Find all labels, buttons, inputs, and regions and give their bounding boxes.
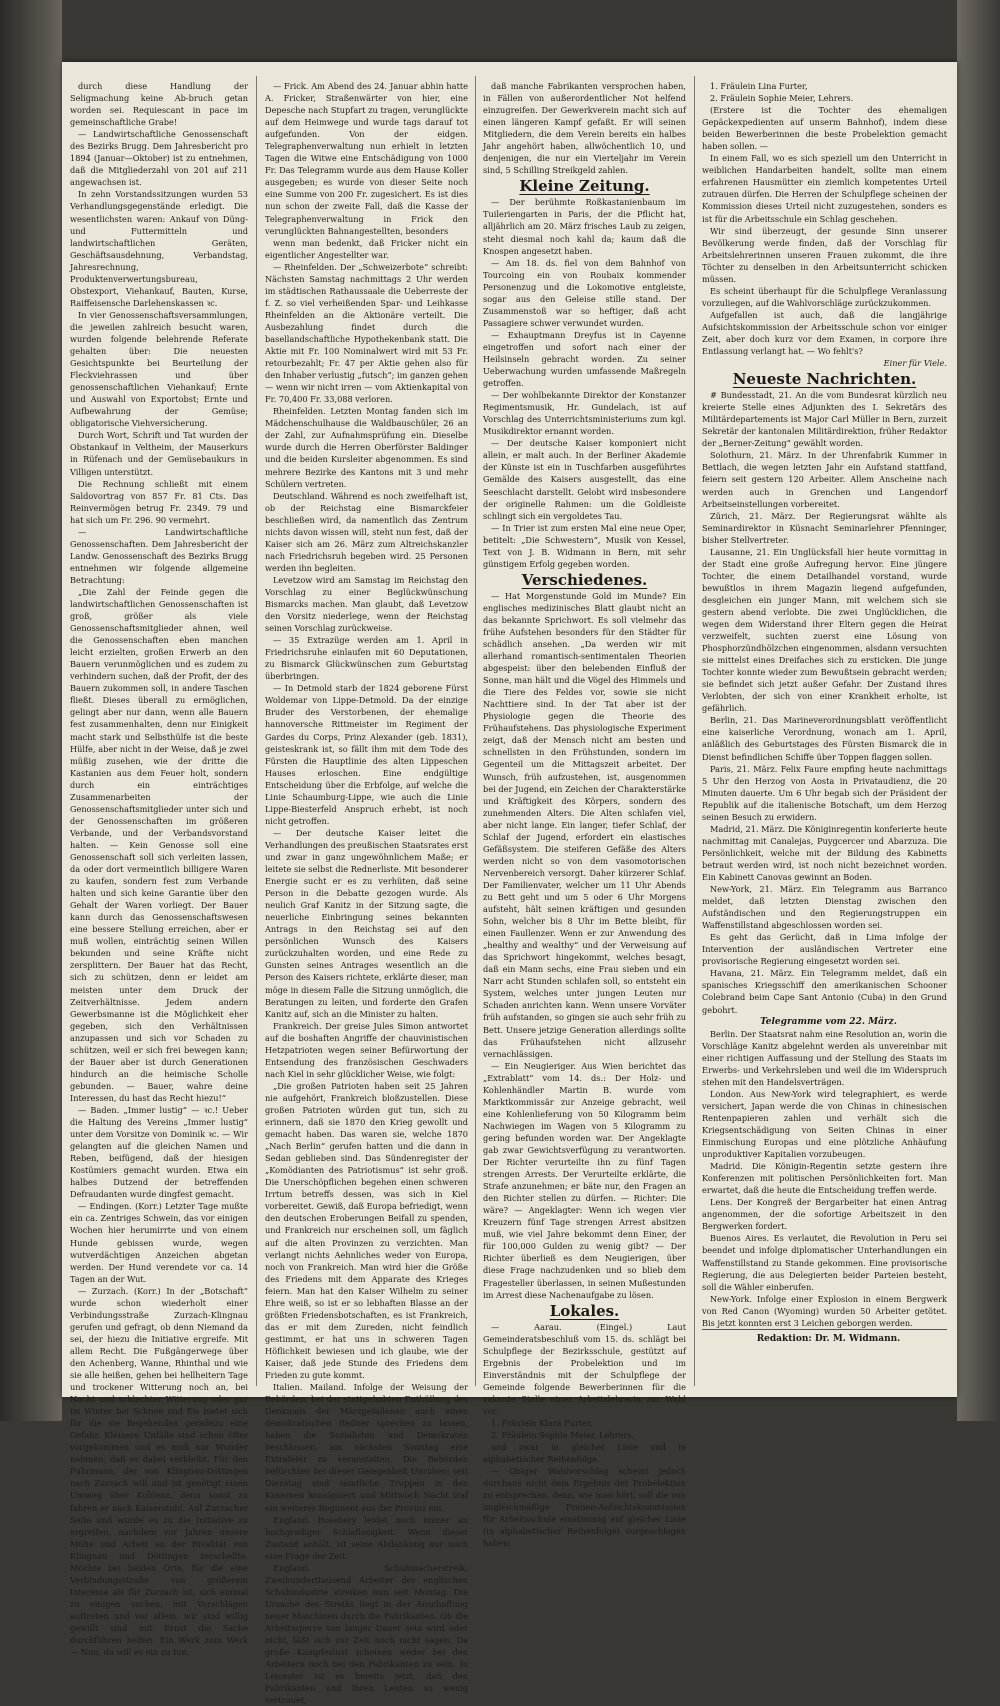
article-paragraph: Aufgefallen ist auch, daß die langjährige Aufsichtskommission der Arbeitsschule schon vor einiger Zeit, aber doch kurz vor dem Examen, in corpore ihre Entlassung verlangt hat. — Wo fehlt's? [702, 309, 947, 357]
scanner-edge-left [0, 0, 62, 1421]
column-3 [483, 80, 686, 1549]
article-paragraph: — Der deutsche Kaiser leitet die Verhandlungen des preußischen Staatsrates erst und zwar in ganz ungewöhnlichem Maße; er leitete sie selbst die Rednerliste. Mit besonderer Energie sucht er es zu verhüten, daß seine Person in die Debatte gezogen wurde. Als neulich Graf Kanitz in der Sitzung sagte, die neuerliche Einbringung seines bekannten Antrags in den Reichstag sei auf den persönlichen Wunsch des Kaisers zurückzuhalten worden, und eine Rede zu Gunsten seines Antrages wesentlich an die Person des Kaisers richtete, erklärte dieser, man möge in diesem Falle die Sitzung unmöglich, die Beratungen zu leiten, und forderte den Grafen Kanitz auf, sich an die Minister zu halten. [265, 827, 468, 1019]
article-paragraph: — Endingen. (Korr.) Letzter Tage mußte ein ca. Zentriges Schwein, das vor einigen Wochen hier herumirrte und von einem Hunde gebissen wurde, wegen wutverdächtigen Anzeichen abgetan werden. Der Hund verendete vor ca. 14 Tagen an der Wut. [70, 1201, 248, 1284]
article-paragraph: (Erstere ist die Tochter des ehemaligen Gepäckexpedienten auf unserm Bahnhof), indem diese beiden Bewerberinnen die beste Probelektion gemacht haben sollen. — [702, 105, 947, 152]
article-paragraph: Die Rechnung schließt mit einem Saldovortrag von 857 Fr. 81 Cts. Das Reinvermögen betrug Fr. 2349. 79 und hat sich um Fr. 296. 90 vermehrt. [70, 478, 248, 525]
article-paragraph: wenn man bedenkt, daß Fricker nicht ein eigentlicher Angestellter war. [265, 237, 468, 260]
article-paragraph: Rheinfelden. Letzten Montag fanden sich im Mädchenschulhause die Waldbauschüler, 26 an der Zahl, zur Aufnahmsprüfung ein. Dieselbe wurde durch die Herren Oberförster Baldinger und die beiden Kursleiter abgenommen. Es sind mehrere Bezirke des Kantons mit 3 und mehr Schülern vertreten. [265, 406, 468, 489]
article-paragraph: Es scheint überhaupt für die Schulpflege Veranlassung vorzuliegen, auf die Wahlvorschläge zurückzukommen. [702, 285, 947, 308]
article-paragraph: In zehn Vorstandssitzungen wurden 53 Verhandlungsgegenstände erledigt. Die wesentlichsten waren: Ankauf von Düng- und Futtermitteln und landwirtschaftlichen Geräten, Geschäftsausdehnung, Verbandstag, Jahresrechnung, Produktenverwertungsbureau, Obstexport, Viehankauf, Bauten, Kurse, Raiffeisensche Darlehenskassen ꝛc. [70, 189, 248, 308]
article-paragraph: daß manche Fabrikanten versprochen haben, in Fällen von außerordentlicher Not helfend einzugreifen. Der Gewerkverein macht sich auf einen längeren Kampf gefaßt. Er will seinen Mitgliedern, die dem Verein bereits ein halbes Jahr angehört haben, allwöchentlich 10, und denjenigen, die nur ein Vierteljahr im Verein sind, 5 Schilling Streikgeld zahlen. [483, 81, 686, 176]
article-paragraph: durch diese Handlung der Seligmachung keine Ab-bruch getan worden sei. Requiescant in pace im gemeinschaftliche Grabe! [70, 81, 248, 128]
column-rule [256, 76, 257, 1386]
article-paragraph: 2. Fräulein Sophie Meier, Lehrers, [491, 1430, 635, 1441]
article-paragraph: Lausanne, 21. Ein Unglücksfall hier heute vormittag in der Stadt eine große Aufregung hervor. Eine jüngere Tochter, die einem Detailhandel vorstand, wurde bewußtlos in ihrem Magazin liegend aufgefunden, desgleichen ein junger Mann, mit welchem sich sie gestern abend verlobte. Die zwei Unglücklichen, die wegen dem Widerstand ihrer Eltern gegen die Heirat verzweifelt, suchten zuerst eine Lösung von Phosphorzündhölzchen eingenommen, alsdann versuchten sie mittelst eines Dreifaches sich zu ersticken. Die junge Tochter konnte wieder zum Bewußtsein gebracht werden; sie befindet sich jetzt außer Gefahr. Der Zustand ihres Verlobten, der sich von einer Krankheit erholte, ist gefährlich. [702, 546, 947, 714]
section-heading: Lokales. [549, 1301, 620, 1320]
article-paragraph: — Landwirtschaftliche Genossenschaften. Dem Jahresbericht der Landw. Genossenschaft des Bezirks Brugg entnehmen wir folgende allgemeine Betrachtung: [70, 526, 248, 585]
article-paragraph: — Aarau. (Eingel.) Laut Gemeinderatsbeschluß vom 15. ds. schlägt bei Schulpflege der Bezirksschule, gestützt auf Ergebnis der Probelektion und im Einverständnis mit der Schulpflege der Gemeinde folgende Bewerberinnen für die vakante Stelle einer Arbeitslehrerin zur Wahl vor: [483, 1321, 686, 1416]
article-paragraph: # Bundesstadt, 21. An die vom Bundesrat kürzlich neu kreierte Stelle eines Adjunkten des I. Sekretärs des Militärdepartements ist Major Carl Müller in Bern, zurzeit Sekretär der kantonalen Militärdirektion, früher Redaktor der „Berner-Zeitung“ gewählt worden. [702, 390, 947, 449]
article-paragraph: Berlin, 21. Das Marineverordnungsblatt veröffentlicht eine kaiserliche Verordnung, wonach am 1. April, anläßlich des Geburtstages des Fürsten Bismarck die in Dienst befindlichen Schiffe über Toppen flaggen sollen. [702, 715, 947, 762]
column-rule [475, 76, 476, 1386]
article-paragraph: Madrid, 21. März. Die Königinregentin konferierte heute nachmittag mit Canalejas, Puygcercer und Abarzuza. Die Persönlichkeit, welche mit der Bildung des Kabinetts betraut werden wird, ist noch nicht bezeichnet worden. Ein Kabinett Canovas gewinnt an Boden. [702, 823, 947, 882]
article-paragraph: London. Aus New-York wird telegraphiert, es werde versichert, Japan werde die von Chinas in chinesischen Rentenpapieren zahlen und verhält sich die Kriegsentschädigung von Seiten Chinas in einer Einmischung Europas und eine plötzliche Anhäufung unproduktiver Kapitalien vorzubeugen. [702, 1088, 947, 1160]
article-paragraph: 2. Fräulein Sophie Meier, Lehrers. [710, 93, 854, 104]
article-paragraph: — Landwirtschaftliche Genossenschaft des Bezirks Brugg. Dem Jahresbericht pro 1894 (Januar—Oktober) ist zu entnehmen, daß die Mitgliederzahl von 201 auf 211 angewachsen ist. [70, 129, 248, 188]
article-paragraph: Buenos Aires. Es verlautet, die Revolution in Peru sei beendet und infolge diplomatischer Unterhandlungen ein Waffenstillstand zu Stande gekommen. Eine provisorische Regierung, die aus Delegierten beider Parteien besteht, soll die Wähler einberufen. [702, 1233, 947, 1292]
section-subheading: Telegramme vom 22. März. [760, 1016, 897, 1027]
article-paragraph: Frankreich. Der greise Jules Simon antwortet auf die boshaften Angriffe der chauvinistischen Hetzpatrioten wegen seiner Befürwortung der Entsendung des französischen Geschwaders nach Kiel in sehr glücklicher Weise, wie folgt: [265, 1020, 468, 1079]
article-paragraph: — Am 18. ds. fiel von dem Bahnhof von Tourcoing ein von Roubaix kommender Personenzug und die Lokomotive entgleiste, sogar aus den Geleise stille stand. Der Zusammenstoß war so heftiger, daß acht Passagiere schwer verwundet wurden. [483, 257, 686, 328]
column-rule [694, 76, 695, 1386]
editor-credit: Redaktion: Dr. M. Widmann. [702, 1329, 947, 1345]
section-heading: Verschiedenes. [521, 570, 648, 589]
article-paragraph: — Rheinfelden. Der „Schweizerbote“ schreibt: Nächsten Samstag nachmittags 2 Uhr werden im städtischen Rathaussaale die Ueberreste der f. Z. so viel verheißenden Spar- und Leihkasse Rheinfelden an die Aktionäre verteilt. Die Ausbezahlung findet durch die basellandschaftliche Hypothekenbank statt. Die Aktie mit Fr. 100 Nominalwert wird mit 53 Fr. retourbezahlt; Fr. 47 per Aktie gehen also für den Inhaber verlustig „futsch“; im ganzen gehen — wenn wir nicht irren — vom Aktienkapital von Fr. 70,400 Fr. 33,088 verloren. [265, 261, 468, 405]
article-paragraph: Zürich, 21. März. Der Regierungsrat wählte als Seminardirektor in Küsnacht Seminarlehrer Pfenninger, bisher Stellvertreter. [702, 510, 947, 545]
article-paragraph: und zwar in gleicher Linie und in alphabetischer Reihenfolge. [483, 1442, 686, 1465]
article-paragraph: — Baden. „Immer lustig“ — ꝛc.! Ueber die Haltung des Vereins „Immer lustig“ unter dem Vorsitze von Dominik ꝛc. — Wir gelangten auf die gleichen Namen und Reben, beifügend, daß der hiesigen Kostümiers gemacht wurden. Etwa ein halbes Dutzend der betreffenden Defraudanten wurde dingfest gemacht. [70, 1104, 248, 1200]
article-paragraph: Durch Wort, Schrift und Tat wurden der Obstankauf in Veltheim, der Mauserkurs in Rüfenach und der Gemüsebaukurs in Villigen unterstützt. [70, 430, 248, 477]
article-paragraph: New-York. Infolge einer Explosion in einem Bergwerk von Red Canon (Wyoming) wurden 50 Arbeiter getötet. Bis jetzt konnten erst 3 Leichen geborgen werden. [702, 1293, 947, 1328]
article-paragraph: — In Trier ist zum ersten Mal eine neue Oper, betitelt: „Die Schwestern“, Musik von Kessel, Text von J. B. Widmann in Bern, mit sehr günstigem Erfolg gegeben worden. [483, 522, 686, 569]
article-paragraph: — Der deutsche Kaiser komponiert nicht allein, er malt auch. In der Berliner Akademie der Künste ist ein in Tuschfarben ausgeführtes Gemälde des Kaisers ausgestellt, das eine Seeschlacht darstellt. Gelobt wird insbesondere der originelle Rahmen: um die Goldleiste schlingt sich ein vergoldetes Tau. [483, 438, 686, 521]
signature: Einer für Viele. [883, 358, 947, 369]
article-paragraph: In einem Fall, wo es sich speziell um den Unterricht in weiblichen Handarbeiten handelt, sollte man einem erfahrenen Hausmütter ein ziemlich kompetentes Urteil zutrauen dürfen. Die Herren der Schulpflege scheinen der Kommission dieses Urteil nicht zuzugestehen, sonders es ist für die Arbeitsschule ein Schlag geschehen. [702, 153, 947, 224]
article-paragraph: — Frick. Am Abend des 24. Januar abhin hatte A. Fricker, Straßenwärter von hier, eine Depesche nach Stupfart zu tragen, verunglückte auf dem Heimwege und wurde tags darauf tot aufgefunden. Von der eidgen. Telegraphenverwaltung nun erhielt in letzten Tagen die Witwe eine Entschädigung von 1000 Fr. Das Telegramm wurde aus dem Hause Koller ausgegeben; es wurde von dieser Seite noch eine Summe von 200 Fr. zugesichert. Es ist dies nun schon der zweite Fall, daß die Kasse der Telegraphenverwaltung in Frick den verunglückten Bahnangestellten, besonders [265, 81, 468, 236]
article-paragraph: Wir sind überzeugt, der gesunde Sinn unserer Bevölkerung werde finden, daß der Vorschlag für Arbeitslehrerinnen unseren Frauen zukommt, die ihre Töchter zu denselben in den Arbeitsunterricht schicken müssen. [702, 225, 947, 284]
article-paragraph: Deutschland. Während es noch zweifelhaft ist, ob der Reichstag eine Bismarckfeier beschließen wird, da namentlich das Zentrum nichts davon wissen will, steht nun fest, daß der Kaiser sich am 26. März zum Altreichskanzler nach Friedrichsruh begeben wird. 25 Personen werden ihn begleiten. [265, 490, 468, 573]
newspaper-page [62, 62, 957, 1706]
article-paragraph: Solothurn, 21. März. In der Uhrenfabrik Kummer in Bettlach, die wegen letzten Jahr ein Aufstand stattfand, feiern seit gestern 120 Arbeiter. Allem Anscheine nach werden auch in Grenchen und Langendorf Arbeitseinstellungen vorbereitet. [702, 450, 947, 509]
article-paragraph: 1. Fräulein Klara Furter, [491, 1417, 593, 1428]
article-paragraph: Italien. Mailand. Infolge der Weisung der Behörden, bei der stattgehabten Enthüllung des Denkmals der Märzgefallenen auch einen demokratischen Redner sprechen zu lassen, haben die Sozialisten und Demokraten beschlossen, am nächsten Sonntag eine Extrafeier zu veranstalten. Die Behörden befürchten bei dieser Gelegenheit Unruhen; seit Dienstag sind sämtliche Truppen in den Kasernen konsigniert und Mittwoch Nacht traf ein weiteres Regiment aus der Provinz ein. [265, 1382, 468, 1513]
scanner-edge-right [957, 0, 1000, 1421]
article-paragraph: — Obiger Wahlvorschlag scheint jedoch durchaus nicht dem Ergebnis der Probelektion zu entsprechen, denn, wie man hört, soll die von ungleichmäßige Frauen-Aufsichtskommission für Arbeitsschule einstimmig auf gleicher Linie (in alphabetischer Reihenfolge) vorgeschlagen haben: [483, 1466, 686, 1549]
article-paragraph: England. Schuhmacherstreik. Zweihunderttausend Arbeiter der englischen Schuhindustrie streiken nun seit Montag. Die Ursache des Streiks liegt in der Anschaffung neuer Maschinen durch die Fabrikanten. Ob die Arbeitssperre von langer Dauer sein wird oder nicht, läßt sich zur Zeit noch nicht sagen. Da große Kampfeslust scheinen weder bei den Arbeitern noch bei den Fabrikanten zu sein. In Leicester ist es bereits jetzt, daß den Fabrikanten und ihren Leuten so wenig vertrauet, [265, 1562, 468, 1706]
article-paragraph: Es geht das Gerücht, daß in Lima infolge der Intervention der ausländischen Vertreter eine provisorische Regierung eingesetzt worden sei. [702, 932, 947, 967]
article-paragraph: Lens. Der Kongreß der Bergarbeiter hat einen Antrag angenommen, der die sofortige Arbeitszeit in den Bergwerken fordert. [702, 1197, 947, 1232]
article-paragraph: In vier Genossenschaftsversammlungen, die jeweilen zahlreich besucht waren, wurden folgende belehrende Referate gehalten über: Die neuesten Gesichtspunkte bei Beurteilung der Fleckviehrassen und über genossenschaftlichen Viehankauf; Ernte und Auswahl von Exportobst; Ernte und Aufbewahrung der Gemüse; obligatorische Viehversicherung. [70, 309, 248, 429]
article-paragraph: 1. Fräulein Lina Furter, [710, 81, 808, 91]
article-paragraph: Berlin. Der Staatsrat nahm eine Resolution an, worin die Vorschläge Kanitz abgelehnt werden als unvereinbar mit einer richtigen Auffassung und der Stellung des Staats im Erwerbs- und Verkehrsleben und weil die im Widerspruch stehen mit den Handelsverträgen. [702, 1028, 947, 1087]
column-4 [702, 80, 947, 1380]
section-heading: Kleine Zeitung. [519, 177, 650, 196]
article-paragraph: — Zurzach. (Korr.) In der „Botschaft“ wurde schon wiederholt einer Verbindungsstraße Zurzach-Klingnau gerufen und gefragt, ob denn Niemand da sei, der hiezu die Initiative ergreife. Mit allem Recht. Die Fußgängerwege über den Achenberg, Wanne, Rhinthal und wie sie alle heißen, gehen bei hellheitern Tage und trockener Witterung noch an, bei Nacht und schlechter Witterung oder gar im Winter bei Schnee und Eis bietet sich für die sie Begehenden geradezu eine Gefahr. Kleinere Unfälle sind schon öfter vorgekommen und es muß nur Wunder nehmen, daß es dabei verbleibt. Für den Fuhrmann, der von Klingnau-Döttingen nach Zurzach will und ist genötigt einen Umweg über Koblenz, denn sonst zu fahren er nach Kaiserstuhl. Auf Zurzacher Seite und wurde es zu die Initiative zu ergreifen, nachdem vor Jahren unsere Mühe und Arbeit an der Rivalität von Klingnau und Döttingen zerschellte. Möchte bei beiden Orte, für die eine Verbindungsstraße von größerem Interesse als für Zurzach ist, sich einmal zu einigen suchen, mit Vorschlägen auftreten und vor allem, wir sind willig gewillt sind mit Ernst die Sache durchführen helfen. Ein Werk zum Werk — Nun, da will es ein zu tun. [70, 1285, 248, 1658]
article-paragraph: New-York, 21. März. Ein Telegramm aus Barranco meldet, daß letzten Dienstag zwischen den Aufständischen und den Regierungstruppen ein Waffenstillstand abgeschlossen worden sei. [702, 884, 947, 931]
article-paragraph: — 35 Extrazüge werden am 1. April in Friedrichsruhe einlaufen mit 60 Deputationen, zu Bismarck Glückwünschen zum Geburtstag überbringen. [265, 635, 468, 682]
column-1 [70, 80, 248, 1658]
article-paragraph: Madrid. Die Königin-Regentin setzte gestern ihre Konferenzen mit politischen Persönlichkeiten fort. Man erwartet, daß die heute die Entscheidung treffen werde. [702, 1161, 947, 1196]
article-paragraph: Levetzow wird am Samstag im Reichstag den Vorschlag zu einer Beglückwünschung Bismarcks machen. Man glaubt, daß Levetzow den Vorsitz niederlege, wenn der Reichstag seinen Vorschlag zurückweise. [265, 574, 468, 634]
article-paragraph: — Exhauptmann Dreyfus ist in Cayenne eingetroffen und sofort nach einer der Heilsinseln gebracht worden. Zu seiner Ueberwachung wurden umfassende Maßregeln getroffen. [483, 329, 686, 389]
column-2 [265, 80, 468, 1706]
article-paragraph: — Ein Neugieriger. Aus Wien berichtet das „Extrablatt“ vom 14. ds.: Der Holz- und Kohlenhändler Martin B. wurde vom Marktkommissär zur Anzeige gebracht, weil eine Kohlenlieferung von 50 Kilogramm beim Nachwiegen im Wagen von 5 Kilogramm zu gering befunden worden war. Der Angeklagte gab zwar Gewichtsverfügung zu verantworten. Der Richter verurteilte ihn zu fünf Tagen strengen Arrests. Der Verurteilte erklärte, die Strafe anzunehmen; er bäte nur, den Fragen an den Richter stellen zu dürfen. — Richter: Die wäre? — Angeklagter: Wenn ich wegen vier Kreuzern fünf Tage strengen Arrest absitzen muß, wie viel Jahre bekommt denn Einer, der für 100,000 Gulden zu wenig gibt? — Der Richter überließ es dem Neugierigen, über diese Frage nachzudenken und so blieb dem Fragesteller überlassen, in seinen Mußestunden im Arrest diese Nachenaufgabe zu lösen. [483, 1060, 686, 1300]
article-paragraph: — Hat Morgenstunde Gold im Munde? Ein englisches medizinisches Blatt glaubt nicht an das bekannte Sprichwort. Es soll vielmehr das frühe Aufstehen besonders für den Städter für schädlich ansehen. „Da werden wir mit allerhand romantisch-sentimentalen Theorien abgespeist: über den belebenden Einfluß der Sonne, man hält und die Vögel des Himmels und die Tiere des Feldes vor, sowie sie nicht Nachttiere sind. In der Tat aber ist der Physiologie gegen die Theorie des Frühaufstehens. Das physiologische Experiment zeigt, daß der Mensch nicht am besten und schnellsten in den Frühstunden, sondern im Gegenteil um die Mittagszeit arbeitet. Der Wunsch, früh aufzustehen, ist, ausgenommen bei der Jugend, ein Zeichen der Charakterstärke und Kräftigkeit des Körpers, sondern des zunehmenden Alters. Die Alten schlafen viel, aber nicht lange. Ein langer, tiefer Schlaf, der Schlaf der Jugend, erfordert ein elastisches Gefäßsystem. Die steiferen Gefäße des Alters werden nicht so von dem vasomotorischen Nervenbereich versorgt. Daher kürzerer Schlaf. Der Familienvater, welcher um 11 Uhr Abends zu Bett geht und um 5 oder 6 Uhr Morgens aufsteht, hält seinen kräftigen und gesunden Sohn, welcher bis 8 Uhr im Bette bleibt, für einen Faullenzer. Wenn er zur Anwendung des „healthy and wealthy“ und der Verweisung auf das Sprichwort hingekommt, welches besagt, daß ein Mann sechs, eine Frau sieben und ein Narr acht Stunden schlafen soll, so entsteht ein System, welches unter jungen Leuten nur Schaden anrichten kann. Wenn unsere Vorväter früh aufstanden, so gingen sie auch sehr früh zu Bett. Unsere jetzige Generation allerdings sollte das Frühaufstehen nicht allzusehr vernachlässigen. [483, 590, 686, 1059]
article-paragraph: — Der berühmte Roßkastanienbaum im Tuileriengarten in Paris, der die Pflicht hat, alljährlich am 20. März frisches Laub zu zeigen, steht diesmal noch kahl da; kaum daß die Knospen angesetzt haben. [483, 197, 686, 256]
article-paragraph: England. Rosebery leidet noch immer an hochgradiger Schlaflosigkeit. Wenn dieser Zustand anhält, ist seine Abdankung nur noch eine Frage der Zeit. [265, 1514, 468, 1561]
article-paragraph: „Die großen Patrioten haben seit 25 Jahren nie aufgehört, Frankreich bloßzustellen. Diese großen Patrioten würden gut tun, sich zu erinnern, daß sie 1870 den Krieg gewollt und gemacht haben. Das waren sie, welche 1870 „Nach Berlin“ gerufen hatten und die dann in Sedan geblieben sind. Das Sündenregister der „Komödianten des Patriotismus“ ist sehr groß. Die Unerschöpflichen begehen einen schweren Irrtum betreffs dessen, was sich in Kiel vorbereitet. Gewiß, daß Europa befriedigt, wenn den deutschen Eroberungen Beifall zu spenden, und Frankreich nur erscheinen soll, um fäglich auf die alten Provinzen zu verzichten. Man verlangt nichts Aehnliches weder von Europa, noch von Frankreich. Man wird hier die Größe des Friedens mit dem Apparate des Krieges feiern. Man hat den Kaiser Wilhelm zu seiner Ehre weiß, so ist er so lebhaften Blasse an der größten Friedensbotschaften, es ist Frankreich, das er mit dem Zureden, nicht feindlich gestimmt, er hat uns in schweren Tagen Höflichkeit bewiesen und ich glaube, wie der Kaiser, daß jede Stunde des Friedens dem Frieden zu gute kommt. [265, 1080, 468, 1381]
article-paragraph: Paris, 21. März. Felix Faure empfing heute nachmittags 5 Uhr den Herzog von Aosta in Privataudienz, die 20 Minuten dauerte. Um 6 Uhr begab sich der Präsident der Republik auf die italienische Botschaft, um dem Herzog seinen Besuch zu erwidern. [702, 763, 947, 822]
section-heading: Neueste Nachrichten. [732, 370, 917, 389]
article-paragraph: „Die Zahl der Feinde gegen die landwirtschaftlichen Genossenschaften ist groß, größer als viele Genossenschaftsmitglieder ahnen, weil die Genossenschaften eben manchen leicht erzielten, großen Erwerb an den Bauern verunmöglichen und es zudem zu verhindern suchen, daß der Profit, der des Bauern zukommen soll, in andere Taschen fließt. Dieses überall zu ermöglichen, gelingt aber nur dann, wenn alle Bauern fest zusammenhalten, denn nur Einigkeit macht stark und Selbsthülfe ist die beste Hülfe, aber nicht in der Weise, daß je zwei müßig zusehen, wie der dritte die Kastanien aus dem Feuer holt, sondern durch ein einträchtiges Zusammenarbeiten der Genossenschaftsmitglieder unter sich und der Genossenschaften im größeren Verbande, und der Verbandsvorstand halten. — Kein Genosse soll eine Genossenschaft soll sich verleiten lassen, da oder dort vermeintlich billigere Waren zu kaufen, sondern fest zum Verbande halten und sich keine Garantie über den Gehalt der Waren vorliegt. Der Bauer kann durch das Genossenschaftswesen eine bessere Stellung erreichen, aber er muß wollen, einträchtig seinen Willen bekunden und seine Kräfte nicht zersplittern. Der Bauer hat das Recht, sich zu schützen, denn er leidet am meisten unter dem Druck der Zeitverhältnisse. Jedem andern Gewerbsmanne ist die Möglichkeit eher gegeben, sich den Verhältnissen anzupassen und sich vor Schaden zu schützen, weil er sich frei bewegen kann; der Bauer aber ist durch Generationen hindurch an die heimische Scholle gebunden. — Bauer, wahre deine Interessen, du hast das Recht hiezu!“ [70, 586, 248, 1103]
article-paragraph: — In Detmold starb der 1824 geborene Fürst Woldemar von Lippe-Detmold. Da der einzige Bruder des Verstorbenen, der ehemalige hannoversche Rittmeister im Regiment der Gardes du Corps, Prinz Alexander (geb. 1831), geisteskrank ist, so fällt ihm mit dem Tode des Fürsten die Hauptlinie des alten Lippeschen Hauses erloschen. Eine endgültige Entscheidung über die Erbfolge, auf welche die Linie Schaumburg-Lippe, wie auch die Linie Lippe-Biesterfeld Anspruch erhebt, ist noch nicht getroffen. [265, 683, 468, 826]
article-paragraph: Havana, 21. März. Ein Telegramm meldet, daß ein spanisches Kriegsschiff den amerikanischen Schooner Colebrand beim Cape Sant Antonio (Cuba) in den Grund gebohrt. [702, 968, 947, 1015]
article-paragraph: — Der wohlbekannte Direktor der Konstanzer Regimentsmusik, Hr. Gundelach, ist auf Vorschlag des Unterrichtsministeriums zum kgl. Musikdirektor ernannt worden. [483, 390, 686, 437]
